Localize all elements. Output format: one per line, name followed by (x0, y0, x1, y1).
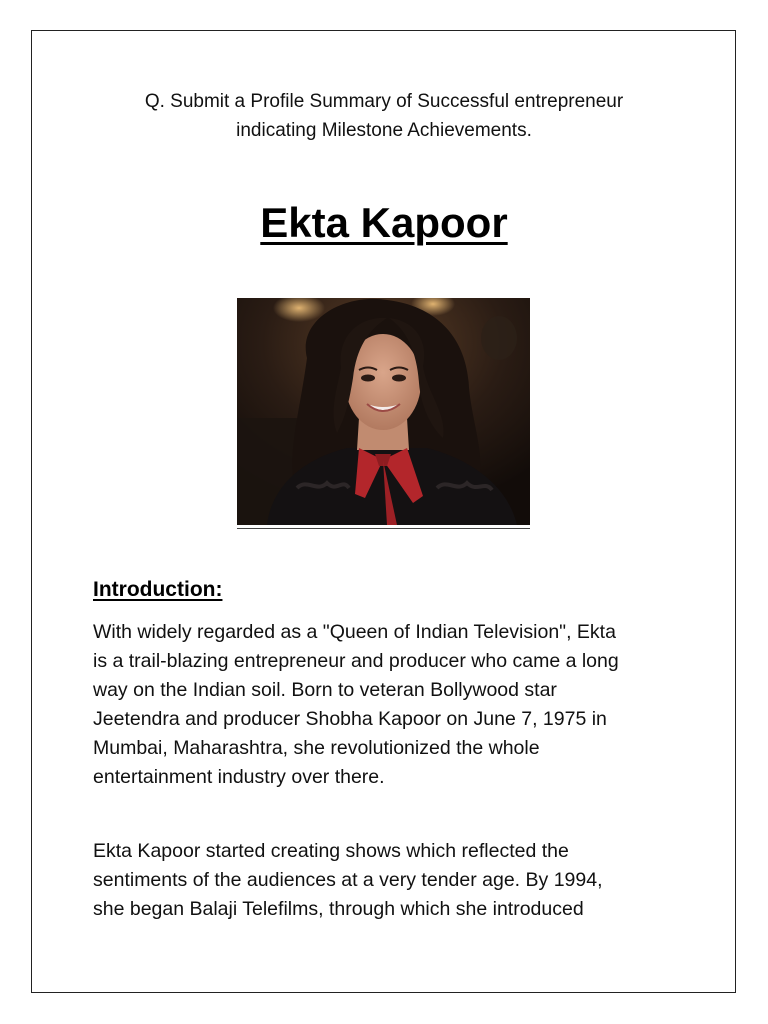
paragraph-line: entertainment industry over there. (93, 766, 385, 788)
introduction-paragraph-2 (93, 837, 693, 924)
portrait-photo (237, 298, 530, 525)
introduction-paragraph-1 (93, 618, 693, 792)
paragraph-line: way on the Indian soil. Born to veteran Bollywood star (93, 679, 557, 701)
paragraph-line: Ekta Kapoor started creating shows which reflected the (93, 840, 569, 862)
question-text (60, 87, 708, 145)
photo-underline (237, 528, 530, 529)
paragraph-line: Mumbai, Maharashtra, she revolutionized the whole (93, 737, 540, 759)
question-line-1: Q. Submit a Profile Summary of Successful entrepreneur (144, 91, 624, 112)
paragraph-line: is a trail-blazing entrepreneur and producer who came a long (93, 650, 619, 672)
paragraph-line: sentiments of the audiences at a very tender age. By 1994, (93, 869, 603, 891)
document-title: Ekta Kapoor (260, 199, 508, 246)
question-line-2: indicating Milestone Achievements. (236, 120, 532, 141)
introduction-heading: Introduction: (93, 578, 223, 601)
paragraph-line: Jeetendra and producer Shobha Kapoor on June 7, 1975 in (93, 708, 607, 730)
paragraph-line: With widely regarded as a "Queen of Indian Television", Ekta (93, 621, 616, 643)
paragraph-line: she began Balaji Telefilms, through which she introduced (93, 898, 584, 920)
